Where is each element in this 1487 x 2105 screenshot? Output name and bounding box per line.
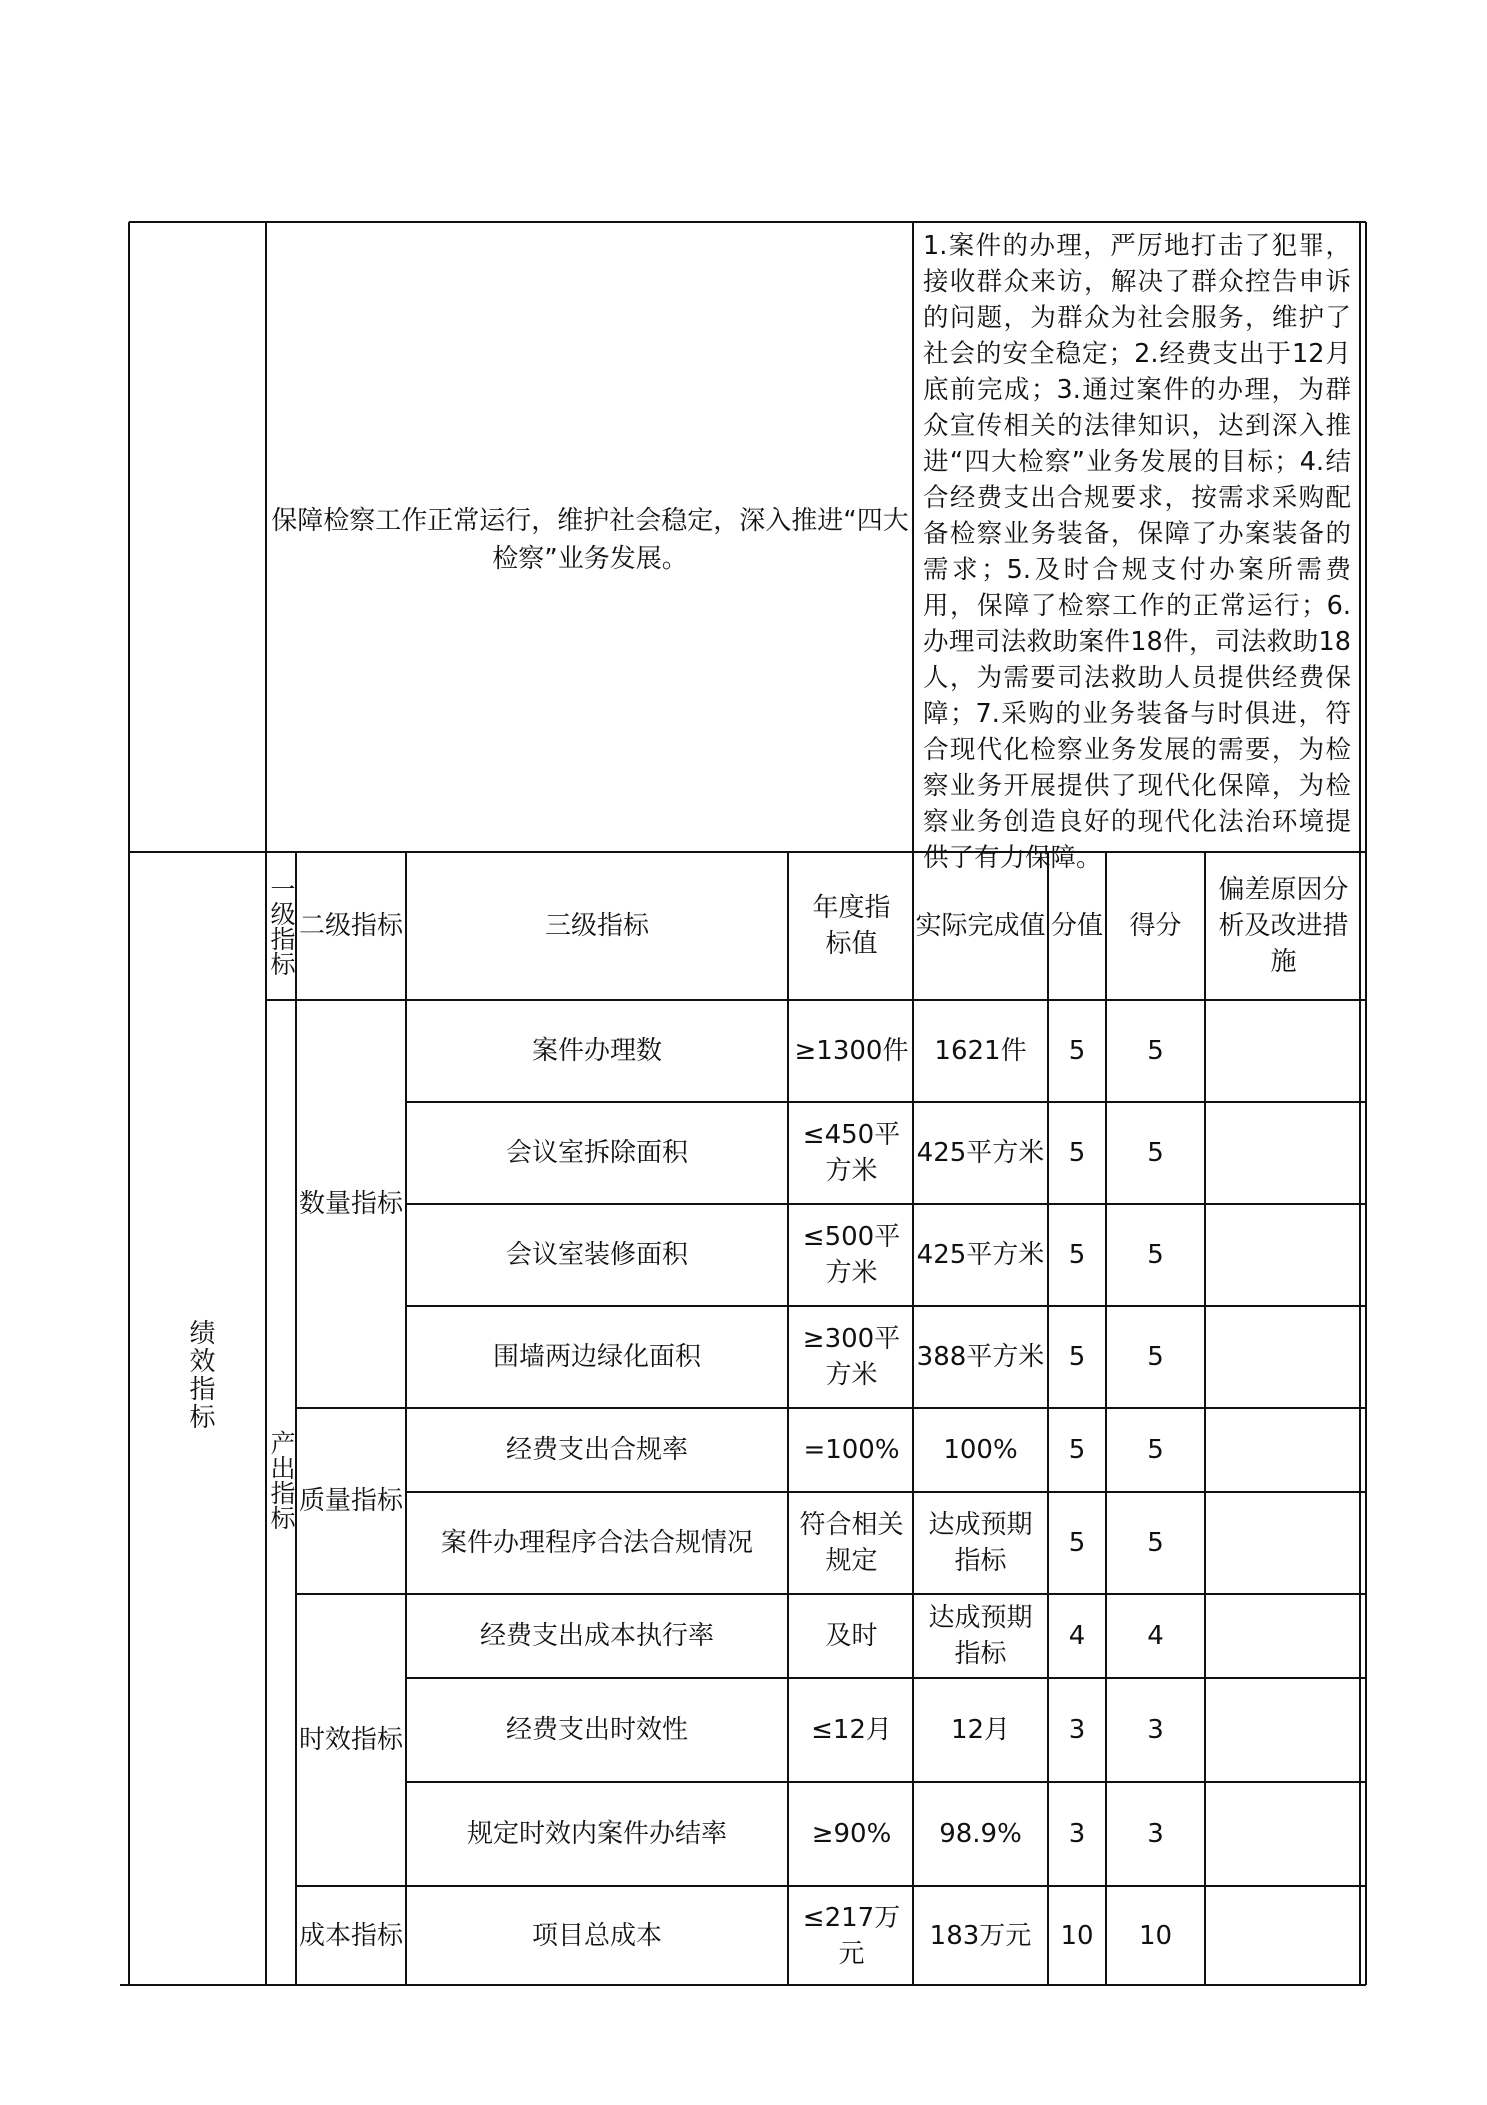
- row-deviation-note: [1207, 1678, 1360, 1782]
- row-indicator-name: 围墙两边绿化面积: [492, 1342, 701, 1372]
- row-score-value: 3: [1068, 1715, 1086, 1745]
- row-indicator-name: 经费支出合规率: [505, 1435, 688, 1465]
- header-deviation-analysis: 偏差原因分析及改进措施: [1218, 875, 1349, 977]
- row-deviation-note: [1207, 1886, 1360, 1985]
- row-score-obtained: 3: [1147, 1715, 1164, 1745]
- row-indicator-name: 会议室拆除面积: [505, 1138, 688, 1168]
- row-actual-value: 100%: [943, 1435, 1018, 1465]
- group-timeliness: 时效指标: [298, 1725, 403, 1755]
- row-score-value: 5: [1068, 1528, 1086, 1558]
- header-score-obtained: 得分: [1129, 911, 1182, 941]
- header-level3: 三级指标: [544, 911, 649, 941]
- row-annual-target: 符合相关规定: [799, 1510, 904, 1576]
- row-deviation-note: [1207, 1408, 1360, 1492]
- row-deviation-note: [1207, 1492, 1360, 1594]
- row-annual-target: ≤450平方米: [802, 1120, 901, 1186]
- row-annual-target: ≥1300件: [794, 1036, 909, 1066]
- row-score-value: 10: [1060, 1920, 1094, 1951]
- level1-output-indicators: 产出指标: [267, 1430, 296, 1530]
- row-score-obtained: 5: [1147, 1138, 1164, 1168]
- row-actual-value: 98.9%: [939, 1819, 1022, 1849]
- row-indicator-name: 经费支出时效性: [505, 1715, 688, 1745]
- performance-indicators-label: 绩效指标: [185, 1319, 215, 1431]
- row-annual-target: ≥90%: [811, 1819, 892, 1849]
- row-annual-target: ≤217万元: [802, 1902, 901, 1969]
- row-score-obtained: 10: [1138, 1920, 1173, 1951]
- row-score-value: 5: [1068, 1138, 1086, 1168]
- row-annual-target: 及时: [825, 1621, 878, 1651]
- row-score-obtained: 3: [1147, 1819, 1164, 1849]
- row-actual-value: 12月: [950, 1715, 1011, 1745]
- group-quantity: 数量指标: [298, 1189, 403, 1219]
- group-cost: 成本指标: [298, 1920, 403, 1951]
- row-indicator-name: 规定时效内案件办结率: [466, 1819, 727, 1849]
- row-score-value: 5: [1068, 1036, 1086, 1066]
- row-annual-target: ≤500平方米: [802, 1222, 901, 1288]
- row-actual-value: 达成预期指标: [928, 1510, 1033, 1576]
- row-deviation-note: [1207, 1782, 1360, 1886]
- row-score-obtained: 5: [1147, 1036, 1164, 1066]
- row-indicator-name: 案件办理数: [531, 1036, 662, 1066]
- header-annual-target: 年度指标值: [812, 893, 891, 959]
- row-score-value: 5: [1068, 1435, 1086, 1465]
- row-deviation-note: [1207, 1594, 1360, 1678]
- row-annual-target: ≥300平方米: [802, 1324, 901, 1390]
- row-indicator-name: 项目总成本: [531, 1920, 662, 1951]
- row-actual-value: 425平方米: [916, 1240, 1045, 1270]
- row-actual-value: 达成预期指标: [928, 1603, 1033, 1669]
- row-deviation-note: [1207, 1102, 1360, 1204]
- row-annual-target: ≤12月: [811, 1715, 892, 1745]
- row-score-value: 5: [1068, 1240, 1086, 1270]
- row-score-value: 3: [1068, 1819, 1086, 1849]
- row-score-value: 4: [1068, 1621, 1086, 1651]
- row-deviation-note: [1207, 1000, 1360, 1102]
- row-indicator-name: 会议室装修面积: [505, 1240, 688, 1270]
- group-quality: 质量指标: [298, 1486, 403, 1516]
- header-score-value: 分值: [1050, 911, 1103, 941]
- row-score-obtained: 5: [1147, 1528, 1164, 1558]
- row-indicator-name: 案件办理程序合法合规情况: [440, 1528, 753, 1558]
- row-actual-value: 1621件: [934, 1036, 1027, 1066]
- completion-description: 1.案件的办理，严厉地打击了犯罪，接收群众来访，解决了群众控告申诉的问题，为群众为社会服务，维护了社会的安全稳定；2.经费支出于12月底前完成；3.通过案件的办理，为群众宣传相关的法律知识，达到深入推进“四大检察”业务发展的目标；4.结合经费支出合规要求，按需求采购配备检察业务装备，保障了办案装备的需求；5.及时合规支付办案所需费用，保障了检察工作的正常运行；6.办理司法救助案件18件，司法救助18人，为需要司法救助人员提供经费保障；7.采购的业务装备与时俱进，符合现代化检察业务发展的需要，为检察业务开展提供了现代化保障，为检察业务创造良好的现代化法治环境提供了有力保障。: [923, 231, 1351, 873]
- row-score-obtained: 5: [1147, 1342, 1164, 1372]
- row-annual-target: =100%: [803, 1435, 900, 1465]
- row-score-obtained: 5: [1147, 1240, 1164, 1270]
- row-score-obtained: 5: [1147, 1435, 1164, 1465]
- row-deviation-note: [1207, 1306, 1360, 1408]
- row-score-value: 5: [1068, 1342, 1086, 1372]
- row-actual-value: 388平方米: [916, 1342, 1045, 1372]
- row-indicator-name: 经费支出成本执行率: [479, 1621, 714, 1651]
- header-level1: 一级指标: [267, 876, 296, 976]
- header-actual-value: 实际完成值: [915, 911, 1046, 941]
- header-level2: 二级指标: [298, 911, 403, 941]
- row-score-obtained: 4: [1147, 1621, 1164, 1651]
- row-deviation-note: [1207, 1204, 1360, 1306]
- row-actual-value: 183万元: [929, 1920, 1032, 1951]
- row-actual-value: 425平方米: [916, 1138, 1045, 1168]
- project-goal-text: 保障检察工作正常运行，维护社会稳定，深入推进“四大检察”业务发展。: [271, 506, 909, 574]
